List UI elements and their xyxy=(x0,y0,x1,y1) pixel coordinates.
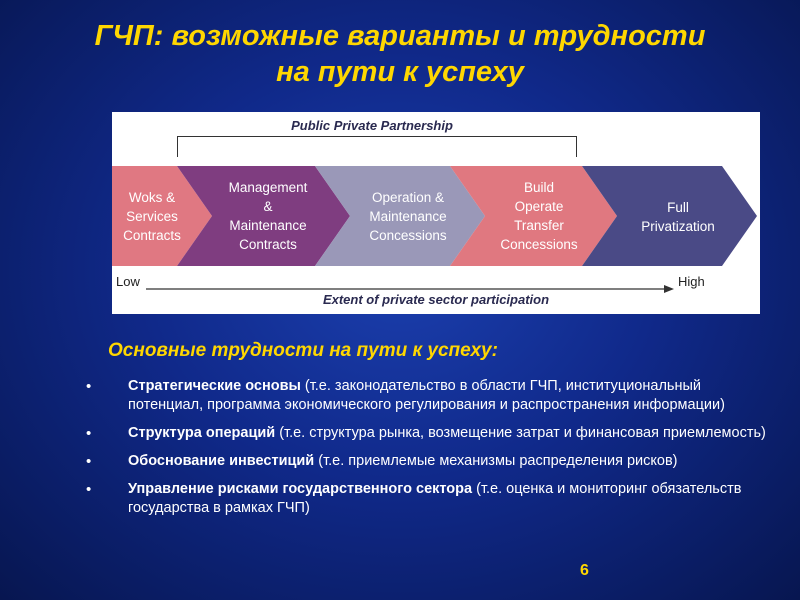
bullet-bold: Структура операций xyxy=(128,425,276,441)
bullet-bold: Обоснование инвестиций xyxy=(128,453,315,469)
slide-title-line2: на пути к успеху xyxy=(276,56,524,88)
ppp-diagram xyxy=(112,112,760,314)
bullet-text xyxy=(128,452,776,471)
bullet-text xyxy=(128,377,776,415)
bullet-rest: (т.е. оценка и мониторинг обязательств государства в рамках ГЧП) xyxy=(128,481,742,516)
bullet-dot: • xyxy=(86,453,92,470)
bullet-item xyxy=(86,452,776,471)
bullet-item xyxy=(86,480,776,518)
bullet-rest: (т.е. законодательство в области ГЧП, институциональный потенциал, программа экономического регулирования и распространения информации) xyxy=(128,378,725,413)
ppp-label: Public Private Partnership xyxy=(291,118,453,133)
bullet-text xyxy=(128,424,776,443)
section-subtitle: Основные трудности на пути к успеху: xyxy=(108,340,498,361)
bullet-dot: • xyxy=(86,378,92,395)
bullet-item xyxy=(86,377,776,415)
bullet-rest: (т.е. приемлемые механизмы распределения рисков) xyxy=(314,453,678,469)
ppp-bracket xyxy=(177,136,577,157)
bullet-item xyxy=(86,424,776,443)
bullet-bold: Управление рисками государственного сектора xyxy=(128,481,473,497)
slide-title-line1: ГЧП: возможные варианты и трудности xyxy=(94,20,706,52)
segment-label-5: Full Privatization xyxy=(641,200,715,234)
segment-label-2: Management & Maintenance Contracts xyxy=(228,180,308,252)
bullet-list xyxy=(86,377,776,527)
segment-label-1: Woks & Services Contracts xyxy=(123,190,181,243)
slide-title xyxy=(0,18,800,90)
page-number: 6 xyxy=(580,562,589,579)
segment-label-3: Operation & Maintenance Concessions xyxy=(369,190,447,243)
axis-title: Extent of private sector participation xyxy=(322,292,550,307)
axis-low-label: Low xyxy=(116,274,140,289)
segment-label-4: Build Operate Transfer Concessions xyxy=(500,180,578,252)
bullet-text xyxy=(128,480,776,518)
bullet-bold: Стратегические основы xyxy=(128,378,301,394)
bullet-rest: (т.е. структура рынка, возмещение затрат и финансовая приемлемость) xyxy=(275,425,766,441)
bullet-dot: • xyxy=(86,425,92,442)
axis-high-label: High xyxy=(678,274,705,289)
bullet-dot: • xyxy=(86,481,92,498)
